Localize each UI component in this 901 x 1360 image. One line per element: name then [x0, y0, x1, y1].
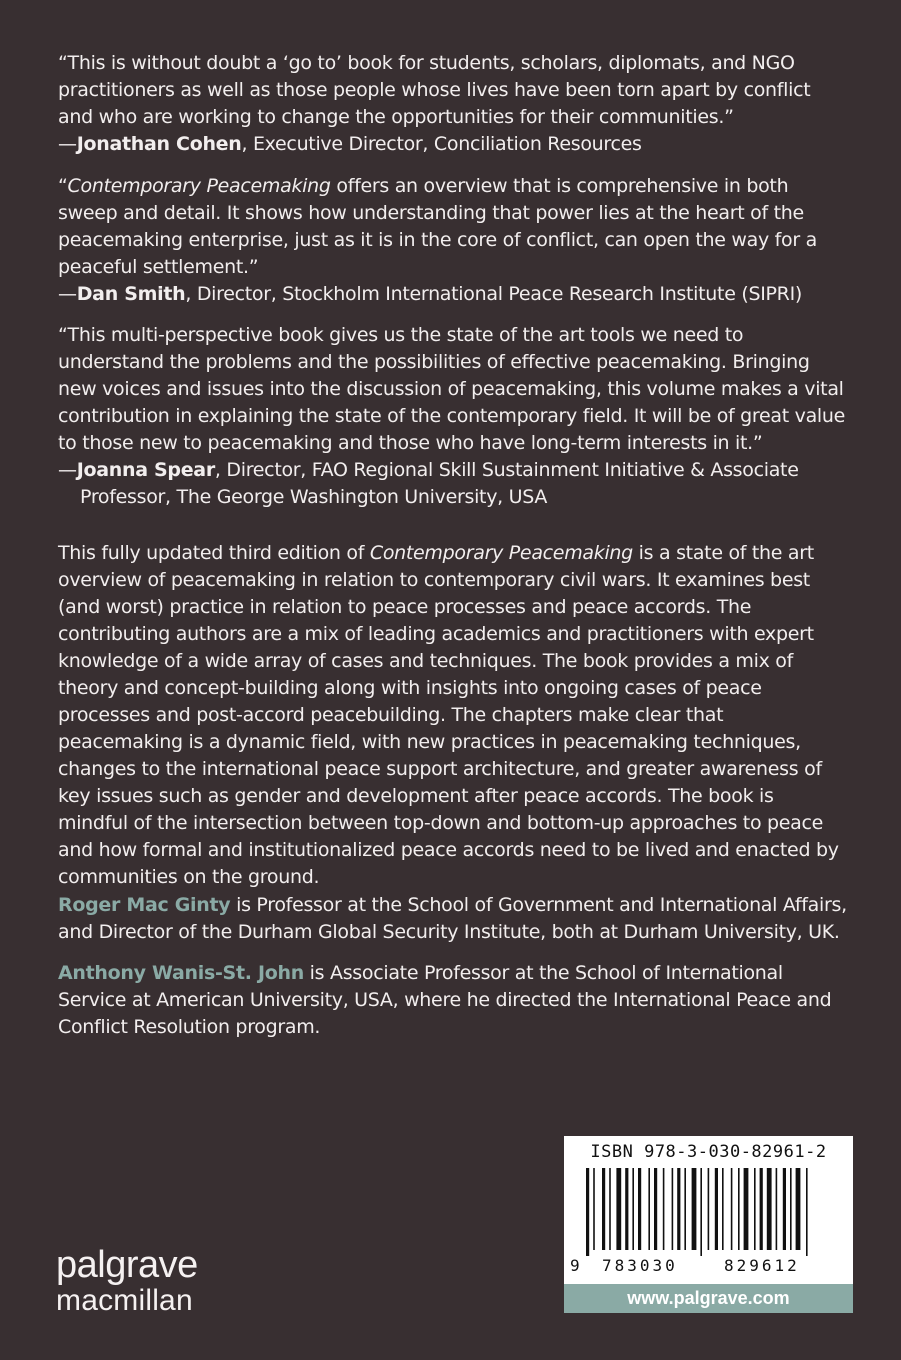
logo-macmillan: macmillan — [56, 1284, 193, 1317]
author-bio-1 — [58, 892, 848, 946]
quote-body: offers an overview that is comprehensive in both sweep and detail. It shows how understanding that power lies at the heart of the peacemaking enterprise, just as it is in the core of conflict, can open the way for a peaceful settlement.” — [58, 175, 817, 278]
quote-text — [58, 173, 848, 281]
quote-text: “This multi-perspective book gives us the state of the art tools we need to understand the problems and the possibilities of effective peacemaking. Bringing new voices and issues into the discussion of peacemaking, this volume makes a vital contribution in explaining the state of the contemporary field. It will be of great value to those new to peacemaking and those who have long-term interests in it.” — [58, 324, 846, 454]
barcode-bar — [654, 1168, 657, 1250]
logo-palgrave: palgrave — [56, 1244, 198, 1286]
barcode-bar — [616, 1168, 621, 1250]
quote-text: “This is without doubt a ‘go to’ book for students, scholars, diplomats, and NGO practitioners as well as those people whose lives have been torn apart by conflict and who are working to change the opportunities for their communities.” — [58, 52, 811, 128]
author-bio-text: is Associate Professor at the School of International Service at American University, USA, where he directed the International Peace and Conflict Resolution program. — [58, 962, 832, 1038]
barcode-bar — [738, 1168, 740, 1250]
author-name: Roger Mac Ginty — [58, 894, 231, 916]
open-quote: “ — [58, 175, 68, 197]
barcode-bar — [783, 1168, 786, 1250]
quote-attribution — [58, 457, 848, 511]
endorser-name: Dan Smith — [76, 283, 186, 305]
endorser-name: Joanna Spear — [76, 459, 215, 481]
author-bio-text: is Professor at the School of Government and International Affairs, and Director of the Durham Global Security Institute, both at Durham University, UK. — [58, 894, 847, 943]
barcode-bar — [722, 1168, 724, 1250]
barcode-bar — [586, 1168, 589, 1256]
barcode-bar — [767, 1168, 772, 1250]
publisher-url: www.palgrave.com — [564, 1284, 853, 1313]
barcode-bar — [692, 1168, 697, 1250]
barcode-digits — [564, 1256, 853, 1280]
endorsement-quote-3 — [58, 322, 848, 511]
endorser-name: Jonathan Cohen — [76, 133, 242, 155]
barcode-bar — [684, 1168, 686, 1250]
endorser-role: , Director, FAO Regional Skill Sustainment Initiative & Associate Professor, The George Washington University, USA — [80, 459, 799, 508]
author-name: Anthony Wanis-St. John — [58, 962, 304, 984]
attribution-dash: — — [58, 283, 77, 305]
publisher-logo — [56, 1246, 198, 1316]
attribution-dash: — — [58, 133, 77, 155]
endorser-role: , Director, Stockholm International Peace Research Institute (SIPRI) — [185, 283, 802, 305]
isbn-label: ISBN 978-3-030-82961-2 — [590, 1142, 827, 1162]
book-title-italic: Contemporary Peacemaking — [67, 175, 331, 197]
barcode-bar — [806, 1168, 808, 1256]
barcode-bar — [672, 1168, 674, 1250]
attribution-dash: — — [58, 459, 77, 481]
barcode-bar — [677, 1168, 680, 1250]
barcode-bar — [731, 1168, 733, 1250]
barcode-bar — [648, 1168, 650, 1250]
barcode-bar — [625, 1168, 628, 1250]
barcode-bar — [715, 1168, 718, 1250]
quote-attribution — [58, 281, 848, 308]
barcode-bar — [593, 1168, 595, 1250]
barcode-bar — [632, 1168, 634, 1250]
book-title-italic: Contemporary Peacemaking — [369, 542, 633, 564]
barcode-bars — [584, 1168, 834, 1256]
barcode-bar — [663, 1168, 665, 1250]
barcode-bar — [776, 1168, 778, 1250]
barcode-bar — [609, 1168, 611, 1250]
barcode-bar — [754, 1168, 756, 1250]
barcode-digit-group-left: 783030 — [602, 1256, 678, 1275]
barcode-digit-first: 9 — [570, 1256, 580, 1275]
barcode-bar — [700, 1168, 702, 1256]
description-after: is a state of the art overview of peacemaking in relation to contemporary civil wars. It examines best (and worst) practice in relation to peace processes and peace accords. The contributing authors are a mix of leading academics and practitioners with expert knowledge of a wide array of cases and techniques. The book provides a mix of theory and concept-building along with insights into ongoing cases of peace processes and post-accord peacebuilding. The chapters make clear that peacemaking is a dynamic field, with new practices in peacemaking techniques, changes to the international peace support architecture, and greater awareness of key issues such as gender and development after peace accords. The book is mindful of the intersection between top-down and bottom-up approaches to peace and how formal and institutionalized peace accords need to be lived and enacted by communities on the ground. — [58, 542, 839, 888]
barcode-bar — [744, 1168, 749, 1250]
quote-attribution — [58, 131, 848, 158]
book-description — [58, 540, 848, 891]
barcode-bar — [790, 1168, 792, 1250]
barcode-bar — [708, 1168, 710, 1250]
barcode-bar — [638, 1168, 641, 1250]
author-bio-2 — [58, 960, 848, 1041]
barcode-bar — [602, 1168, 605, 1250]
barcode-bar — [760, 1168, 763, 1250]
barcode-digit-group-right: 829612 — [724, 1256, 800, 1275]
endorser-role: , Executive Director, Conciliation Resources — [241, 133, 642, 155]
endorsement-quote-2 — [58, 173, 848, 308]
description-before: This fully updated third edition of — [58, 542, 370, 564]
isbn-barcode — [564, 1136, 853, 1284]
barcode-bar — [796, 1168, 801, 1250]
endorsement-quote-1 — [58, 50, 848, 158]
